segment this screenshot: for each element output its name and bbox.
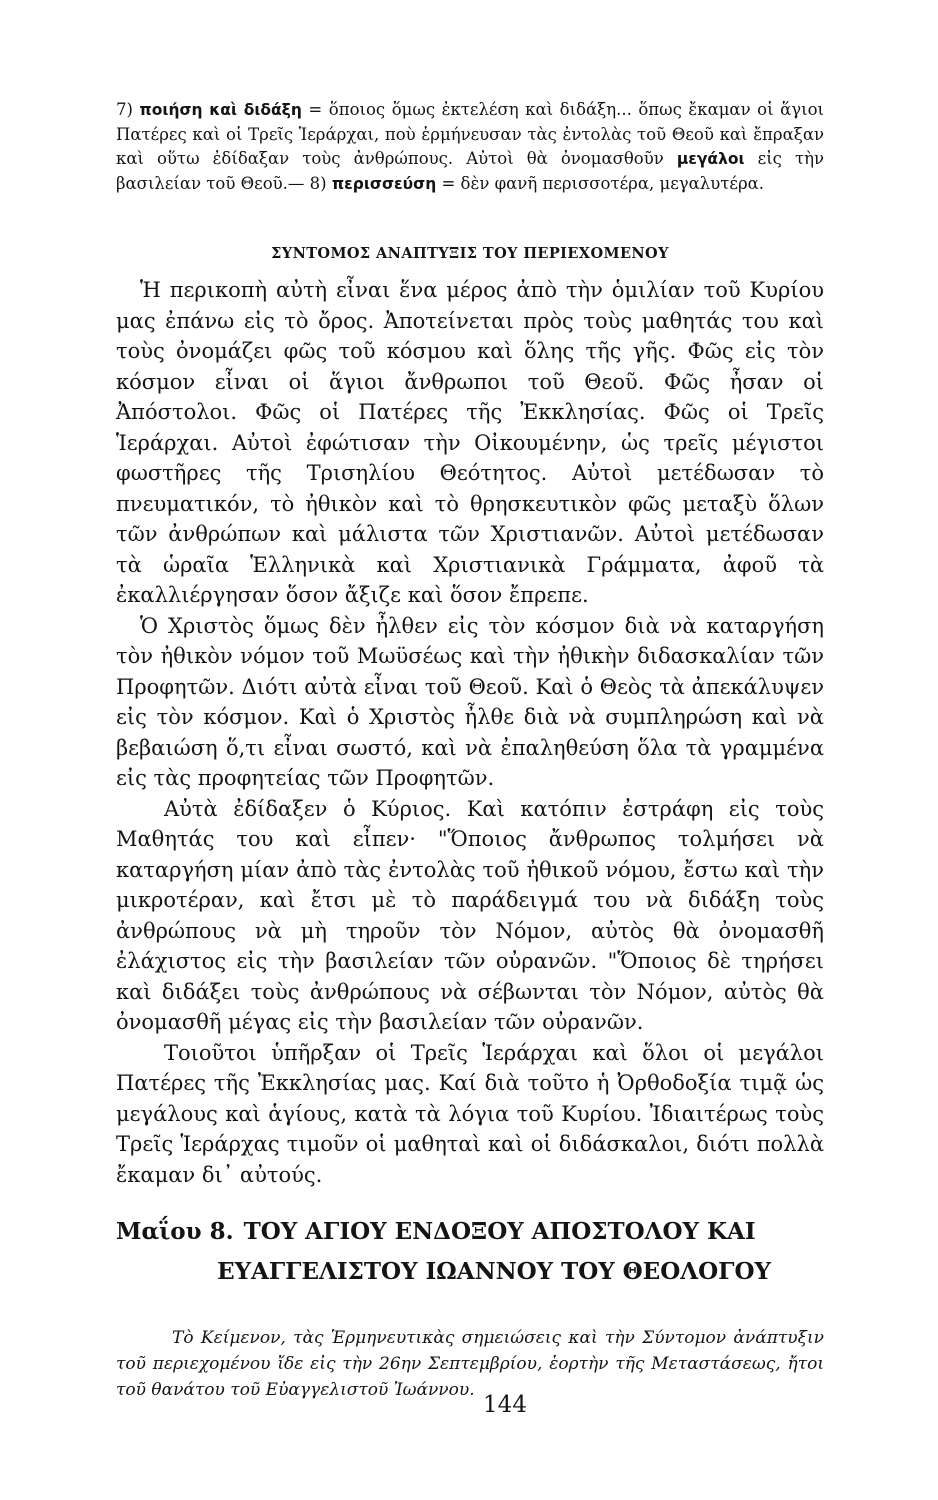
- feast-heading: [116, 1212, 824, 1292]
- intro-notes: [116, 98, 824, 196]
- paragraph: Τοιοῦτοι ὑπῆρξαν οἱ Τρεῖς Ἱεράρχαι καὶ ὅλοι οἱ μεγάλοι Πατέρες τῆς Ἐκκλησίας μας. Καί διὰ τοῦτο ἡ Ὀρθοδοξία τιμᾷ ὡς μεγάλους καὶ ἁγίους, κατὰ τὰ λόγια τοῦ Κυρίου. Ἰδιαιτέρως τοὺς Τρεῖς Ἱεράρχας τιμοῦν οἱ μαθηταὶ καὶ οἱ διδάσκαλοι, διότι πολλὰ ἔκαμαν δι᾽ αὐτούς.: [116, 1040, 824, 1187]
- paragraph: Ὁ Χριστὸς ὅμως δὲν ἦλθεν εἰς τὸν κόσμον διὰ νὰ καταργήση τὸν ἠθικὸν νόμον τοῦ Μωϋσέως καὶ τὴν ἠθικὴν διδασκαλίαν τῶν Προφητῶν. Διότι αὐτὰ εἶναι τοῦ Θεοῦ. Καὶ ὁ Θεὸς τὰ ἀπεκάλυψεν εἰς τὸν κόσμον. Καὶ ὁ Χριστὸς ἦλθε διὰ νὰ συμπληρώση καὶ νὰ βεβαιώση ὅ,τι εἶναι σωστό, καὶ νὰ ἐπαληθεύση ὅλα τὰ γραμμένα εἰς τὰς προφητείας τῶν Προφητῶν.: [116, 613, 824, 790]
- note-text: = δὲν φανῆ περισσοτέρα, μεγαλυτέρα.: [436, 173, 765, 193]
- note-text: εἰς τὴν βασιλείαν τοῦ Θεοῦ.— 8): [116, 149, 824, 193]
- feast-title-line-1: ΤΟΥ ΑΓΙΟΥ ΕΝΔΟΞΟΥ ΑΠΟΣΤΟΛΟΥ ΚΑΙ: [243, 1218, 756, 1245]
- note-term: μεγάλοι: [676, 150, 745, 168]
- feast-title-line-2: ΕΥΑΓΓΕΛΙΣΤΟΥ ΙΩΑΝΝΟΥ ΤΟΥ ΘΕΟΛΟΓΟΥ: [217, 1258, 771, 1285]
- page-number: 144: [483, 1392, 527, 1418]
- summary-heading: ΣΥΝΤΟΜΟΣ ΑΝΑΠΤΥΞΙΣ ΤΟΥ ΠΕΡΙΕΧΟΜΕΝΟΥ: [271, 245, 669, 262]
- note-term: περισσεύση: [331, 174, 437, 193]
- note-text: = ὅποιος ὅμως ἐκτελέση καὶ διδάξη... ὅπως ἔκαμαν οἱ ἅγιοι Πατέρες καὶ οἱ Τρεῖς Ἱεράρχαι, ποὺ ἑρμήνευσαν τὰς ἐντολὰς τοῦ Θεοῦ καὶ ἔπραξαν καὶ οὕτω ἐδίδαξαν τοὺς ἀνθρώπους. Αὐτοὶ θὰ ὀνομασθοῦν: [116, 100, 824, 168]
- paragraph: Αὐτὰ ἐδίδαξεν ὁ Κύριος. Καὶ κατόπιν ἐστράφη εἰς τοὺς Μαθητάς του καὶ εἶπεν· "Ὅποιος ἄνθρωπος τολμήσει νὰ καταργήση μίαν ἀπὸ τὰς ἐντολὰς τοῦ ἠθικοῦ νόμου, ἔστω καὶ τὴν μικροτέραν, καὶ ἔτσι μὲ τὸ παράδειγμά του νὰ διδάξη τοὺς ἀνθρώπους νὰ μὴ τηροῦν τὸν Νόμον, αὐτὸς θὰ ὀνομασθῆ ἐλάχιστος εἰς τὴν βασιλείαν τῶν οὐρανῶν. "Ὅποιος δὲ τηρήσει καὶ διδάξει τοὺς ἀνθρώπους νὰ σέβωνται τὸν Νόμον, αὐτὸς θὰ ὀνομασθῆ μέγας εἰς τὴν βασιλείαν τῶν οὐρανῶν.: [116, 796, 824, 1034]
- note-number: 7): [116, 100, 140, 119]
- feast-date: Μαΐου 8.: [116, 1218, 234, 1245]
- paragraph: Ἡ περικοπὴ αὐτὴ εἶναι ἕνα μέρος ἀπὸ τὴν ὁμιλίαν τοῦ Κυρίου μας ἐπάνω εἰς τὸ ὄρος. Ἀποτείνεται πρὸς τοὺς μαθητάς του καὶ τοὺς ὀνομάζει φῶς τοῦ κόσμου καὶ ὅλης τῆς γῆς. Φῶς εἰς τὸν κόσμον εἶναι οἱ ἅγιοι ἄνθρωποι τοῦ Θεοῦ. Φῶς ἦσαν οἱ Ἀπόστολοι. Φῶς οἱ Πατέρες τῆς Ἐκκλησίας. Φῶς οἱ Τρεῖς Ἱεράρχαι. Αὐτοὶ ἐφώτισαν τὴν Οἰκουμένην, ὡς τρεῖς μέγιστοι φωστῆρες τῆς Τρισηλίου Θεότητος. Αὐτοὶ μετέδωσαν τὸ πνευματικόν, τὸ ἠθικὸν καὶ τὸ θρησκευτικὸν φῶς μεταξὺ ὅλων τῶν ἀνθρώπων καὶ μάλιστα τῶν Χριστιανῶν. Αὐτοὶ μετέδωσαν τὰ ὡραῖα Ἑλληνικὰ καὶ Χριστιανικὰ Γράμματα, ἀφοῦ τὰ ἐκαλλιέργησαν ὅσον ἄξιζε καὶ ὅσον ἔπρεπε.: [116, 278, 824, 607]
- note-term: ποιήση καὶ διδάξη: [139, 101, 302, 119]
- summary-body: [116, 275, 824, 1190]
- reference-note: Τὸ Κείμενον, τὰς Ἑρμηνευτικὰς σημειώσεις καὶ τὴν Σύντομον ἀνάπτυξιν τοῦ περιεχομένου ἴδε εἰς τὴν 26ην Σεπτεμβρίου, ἑορτὴν τῆς Μεταστάσεως, ἤτοι τοῦ θανάτου τοῦ Εὐαγγελιστοῦ Ἰωάννου.: [116, 1328, 824, 1400]
